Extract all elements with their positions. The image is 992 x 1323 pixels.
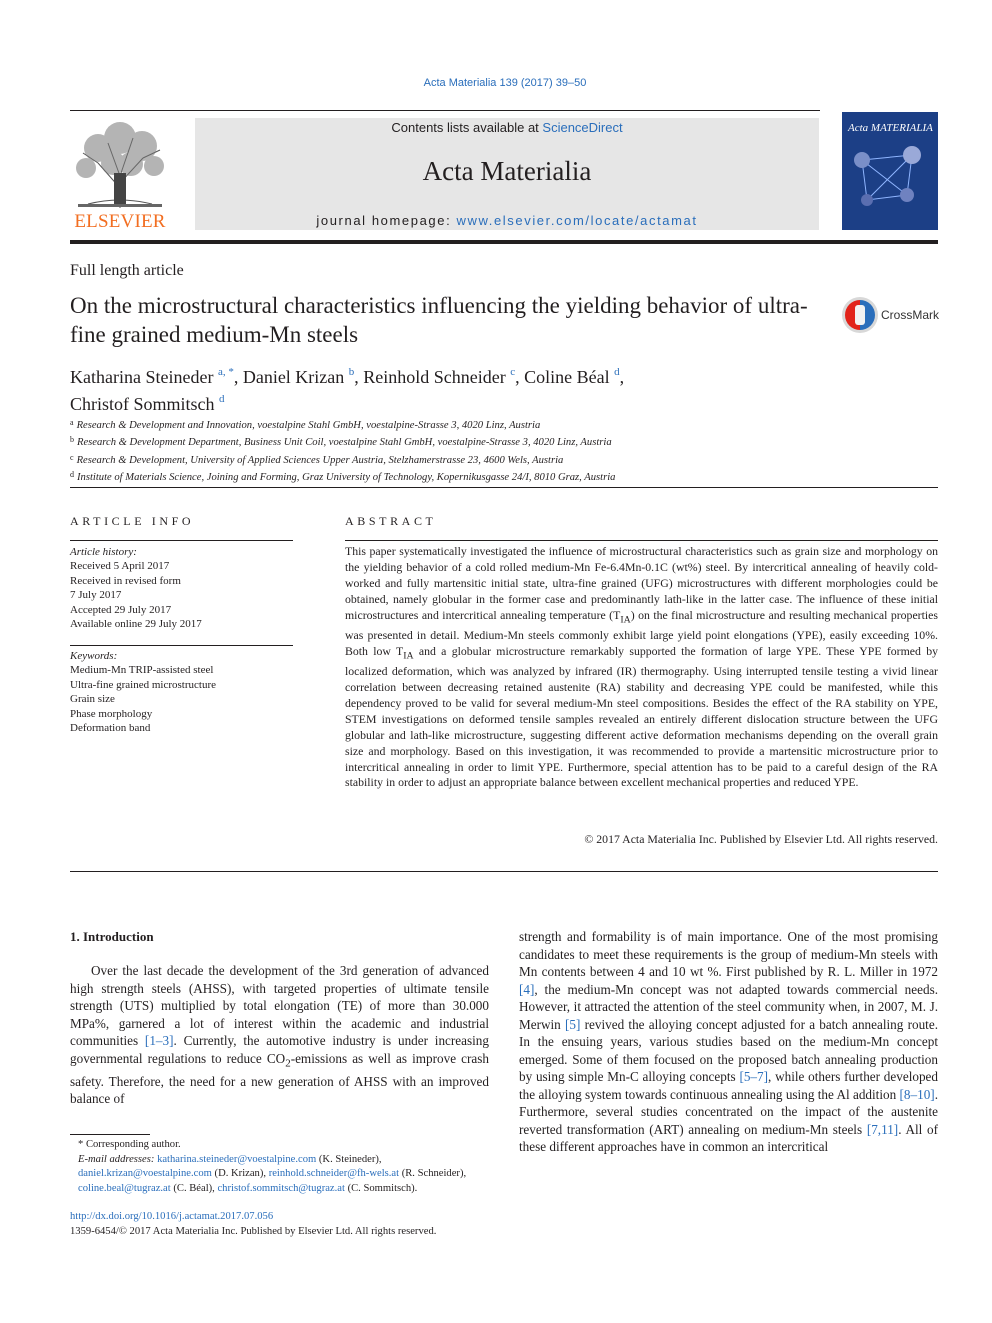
abstract-rule — [345, 540, 938, 541]
footnote-rule — [70, 1134, 150, 1135]
email-link[interactable]: christof.sommitsch@tugraz.at — [217, 1182, 345, 1194]
introduction-heading: 1. Introduction — [70, 929, 154, 944]
author-name: Daniel Krizan — [242, 367, 345, 387]
sciencedirect-link[interactable]: ScienceDirect — [542, 120, 623, 135]
author-affiliation-mark[interactable]: a, * — [217, 366, 234, 378]
affiliation-list — [70, 416, 938, 486]
keyword-item: Medium-Mn TRIP-assisted steel — [70, 664, 214, 677]
cover-graphic-icon — [842, 140, 938, 230]
body-text: strength and formability is of main importance. One of the most promising candidates to meet these requirements is the group of medium-Mn steels with Mn contents between 4 and 10 wt %. First published by R. L. Miller in 1972 — [519, 929, 938, 979]
article-info-heading: ARTICLE INFO — [70, 514, 195, 528]
keyword-item: Ultra-fine grained microstructure — [70, 678, 216, 691]
crossmark-label: CrossMark — [881, 308, 940, 322]
reference-link[interactable]: [7,11] — [866, 1121, 899, 1137]
affiliation-mark: c — [70, 452, 74, 462]
reference-link[interactable]: [5–7] — [739, 1069, 769, 1084]
corresponding-author-note: * Corresponding author. — [78, 1139, 181, 1150]
author-list — [70, 361, 830, 415]
affiliation-text: Research & Development, University of Applied Sciences Upper Austria, Stelzhamerstrasse 23, 4600 Wels, Austria — [76, 454, 564, 466]
subscript: 2 — [285, 1057, 291, 1070]
abstract-subscript: IA — [620, 613, 631, 625]
email-owner: (C. Béal), — [170, 1182, 218, 1194]
history-item: 7 July 2017 — [70, 589, 122, 602]
author-name: Christof Sommitsch — [70, 394, 215, 414]
affiliation-item — [70, 416, 938, 433]
crossmark-button[interactable] — [841, 296, 941, 336]
header-rule — [70, 110, 820, 111]
journal-title: Acta Materialia — [422, 156, 592, 186]
body-text: Over the last decade the development of the 3rd generation of advanced high strength steels (AHSS), with targeted properties of ultimate tensile strength (UTS) multiplied by total elongation (TE) of more than 30.000 MPa%, garnered a lot of interest within the academic and industrial communities — [70, 963, 489, 1048]
email-link[interactable]: daniel.krizan@voestalpine.com — [78, 1168, 212, 1179]
keywords-label: Keywords: — [70, 650, 118, 662]
body-text: revived the alloying concept adjusted for a batch annealing route. In the ensuing years, various studies based on the medium-Mn concept emerged. Some of them focused on the proposed batch annealing production by using simple Mn-C alloying concepts — [519, 1016, 938, 1084]
history-item: Received 5 April 2017 — [70, 560, 170, 573]
article-title: On the microstructural characteristics influencing the yielding behavior of ultra-fine grained medium-Mn steels — [70, 293, 808, 347]
abstract-heading: ABSTRACT — [345, 514, 437, 528]
body-text: . Currently, the automotive industry is under increasing governmental regulations to reduce CO — [70, 1033, 489, 1066]
article-type: Full length article — [70, 262, 184, 279]
email-owner: (K. Steineder), — [316, 1153, 382, 1165]
email-owner: (C. Sommitsch). — [344, 1182, 418, 1194]
affiliation-item — [70, 433, 938, 450]
email-link[interactable]: katharina.steineder@voestalpine.com — [157, 1153, 317, 1165]
affiliation-text: Research & Development and Innovation, voestalpine Stahl GmbH, voestalpine-Strasse 3, 4020 Linz, Austria — [76, 420, 541, 431]
body-text: -emissions as well as improve crash safety. Therefore, the need for a new generation of AHSS with an improved balance of — [70, 1050, 489, 1107]
affiliation-item — [70, 468, 938, 485]
homepage-line — [195, 213, 819, 228]
author-separator: , — [619, 367, 625, 387]
affiliation-mark: a — [70, 418, 74, 427]
abstract-text — [345, 544, 938, 791]
history-item: Accepted 29 July 2017 — [70, 603, 172, 616]
author-name: Katharina Steineder — [70, 367, 214, 387]
affiliation-text: Institute of Materials Science, Joining and Forming, Graz University of Technology, Kopernikusgasse 24/I, 8010 Graz, Austria — [77, 472, 616, 484]
crossmark-icon — [841, 296, 879, 334]
introduction-left-column — [70, 962, 489, 1108]
author-affiliation-mark[interactable]: b — [348, 366, 355, 378]
affiliation-text: Research & Development Department, Business Unit Coil, voestalpine Stahl GmbH, voestalpine-Strasse 3, 4020 Linz, Austria — [77, 437, 612, 449]
reference-link[interactable]: [1–3] — [144, 1033, 174, 1048]
author-name: Reinhold Schneider — [363, 367, 506, 387]
reference-link[interactable]: [4] — [519, 981, 535, 997]
author-separator: , — [354, 367, 364, 387]
author-name: Coline Béal — [524, 367, 610, 387]
affiliation-mark: d — [70, 470, 74, 480]
contents-prefix: Contents lists available at — [391, 120, 543, 135]
section-rule — [70, 487, 938, 488]
keyword-item: Deformation band — [70, 722, 151, 735]
contents-line — [195, 120, 819, 135]
homepage-link[interactable]: www.elsevier.com/locate/actamat — [456, 213, 698, 228]
history-label: Article history: — [70, 546, 137, 558]
body-text: , while others further developed the alloying system towards continuous annealing using the Al addition — [519, 1069, 938, 1102]
abstract-bottom-rule — [70, 871, 938, 872]
journal-citation-link[interactable]: Acta Materialia 139 (2017) 39–50 — [423, 77, 587, 89]
keyword-item: Phase morphology — [70, 707, 153, 720]
cover-title: Acta MATERIALIA — [848, 122, 933, 134]
introduction-right-column — [519, 928, 938, 1156]
history-item: Received in revised form — [70, 574, 181, 587]
affiliation-mark: b — [70, 435, 74, 445]
keywords — [70, 649, 293, 735]
email-owner: (D. Krizan), — [211, 1168, 269, 1179]
email-link[interactable]: reinhold.schneider@fh-wels.at — [268, 1168, 400, 1179]
elsevier-wordmark: ELSEVIER — [74, 211, 166, 232]
keyword-item: Grain size — [70, 693, 115, 706]
reference-link[interactable]: [5] — [565, 1016, 581, 1032]
homepage-prefix: journal homepage: — [316, 213, 457, 228]
author-affiliation-mark[interactable]: d — [219, 393, 225, 405]
author-affiliation-mark[interactable]: d — [614, 366, 620, 378]
issn-line: 1359-6454/© 2017 Acta Materialia Inc. Published by Elsevier Ltd. All rights reserved. — [70, 1226, 437, 1237]
author-separator: , — [233, 367, 243, 387]
journal-cover-image — [842, 112, 938, 230]
abstract-copyright: © 2017 Acta Materialia Inc. Published by Elsevier Ltd. All rights reserved. — [584, 832, 938, 846]
email-addresses — [70, 1153, 489, 1197]
email-label: E-mail addresses: — [78, 1153, 158, 1165]
footnotes — [70, 1138, 489, 1196]
header-thick-rule — [70, 240, 938, 244]
abstract-subscript: IA — [403, 650, 414, 662]
doi-link[interactable]: http://dx.doi.org/10.1016/j.actamat.2017.07.056 — [70, 1211, 274, 1222]
author-separator: , — [515, 367, 525, 387]
article-info-rule — [70, 540, 293, 541]
body-text: . Furthermore, several studies concentrated on the impact of the austenite reverted transformation (ART) annealing on medium-Mn steels — [519, 1086, 938, 1137]
reference-link[interactable]: [8–10] — [899, 1086, 935, 1102]
body-text: , the medium-Mn concept was not adapted towards commercial needs. However, it attracted the attention of the steel community when, in 2007, M. J. Merwin — [519, 981, 938, 1032]
email-owner: (R. Schneider), — [399, 1168, 467, 1179]
abstract-part: This paper systematically investigated the influence of microstructural characteristics such as grain size and morphology on the yielding behavior of a cold rolled medium-Mn Fe-6.4Mn-0.1C (wt%) steel. By intercritical annealing of heavily cold-worked and fully martensitic initial state, ultra-fine grained (UFG) microstructures with different morphologies could be obtained, namely globular in the former case and predominantly lath-like in the latter case. The influence of these initial microstructures and intercritical annealing temperature (T — [345, 544, 938, 622]
email-link[interactable]: coline.beal@tugraz.at — [78, 1182, 171, 1194]
history-item: Available online 29 July 2017 — [70, 618, 202, 631]
keywords-rule — [70, 645, 293, 646]
affiliation-item — [70, 451, 938, 468]
abstract-part: and a globular microstructure remarkably supported the formation of large YPE. These YPE formed by localized deformation, which was analyzed by infrared (IR) thermography. Using interrupted tensile testing a vivid linear correlation between decreasing retained austenite (RA) stability and decreasing YPE could be manifested, while this dependency proved to be valid for several medium-Mn steel compositions. Besides the effect of the RA stability on YPE, STEM investigations on deformed tensile samples revealed an entirely different dislocation structure between the UFG globular and lath-like microstructure, suggesting different active deformation mechanisms depending on the overall grain size and morphology. Based on this investigation, it was recommended to provide a martensitic microstructure prior to intercritical annealing in order to limit YPE. Furthermore, special attention has to be paid to a careful design of the RA stability in order to adjust an appropriate balance between excellent mechanical properties and reduced YPE. — [345, 643, 939, 790]
abstract-part: ) on the final microstructure and resulting mechanical properties was presented in detail. Medium-Mn steels commonly exhibit large yield point elongations (YPE), easily exceeding 10%. Both low T — [345, 607, 938, 658]
author-affiliation-mark[interactable]: c — [510, 366, 516, 378]
article-history — [70, 545, 293, 631]
body-text: . All of these different approaches have in common an intercritical — [519, 1121, 938, 1154]
